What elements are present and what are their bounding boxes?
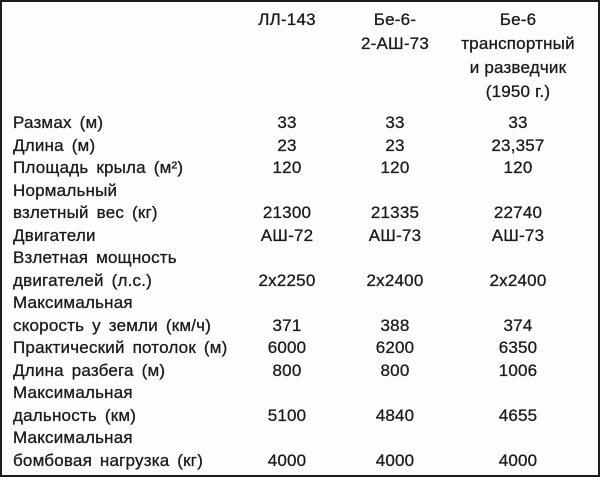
row-label-cell [13,180,232,225]
value-cell: 800 [272,360,302,380]
row-label-cell [13,337,232,360]
row-label-line: Нормальный [13,180,118,200]
column-header-line: Бе-6- [373,10,417,29]
table-header-row [13,8,588,104]
row-label-line: Максимальная [13,293,133,312]
table-row [13,112,588,135]
value-cell: 120 [503,158,533,177]
row-label-line: скорость у земли (км/ч) [13,315,212,335]
value-cell: АШ-73 [368,225,422,245]
value-cell: 388 [380,315,410,335]
header-spacer-cell [13,8,232,104]
value-cell: АШ-73 [491,225,545,245]
value-cell: 2х2250 [258,270,316,290]
value-cell: 4840 [375,405,415,425]
row-label-line: Длина разбега (м) [13,360,166,380]
value-cell: 120 [272,158,302,177]
row-label-line: Взлетная мощность [13,248,177,267]
value-cell: 374 [503,315,533,335]
value-cell: 6200 [375,338,415,357]
value-cell: 33 [508,113,528,132]
table-row [13,157,588,180]
column-header-cell [232,8,342,104]
column-header-cell [448,8,588,104]
row-label-line: Максимальная [13,428,133,447]
table-row [13,135,588,158]
table-row [13,337,588,360]
value-cell: 4000 [267,450,307,470]
row-label-cell [13,247,232,292]
column-header-line: (1950 г.) [485,82,551,101]
column-header-line: ЛЛ-143 [258,10,316,29]
row-label-line: Размах (м) [13,113,104,132]
value-cell: 371 [272,315,302,335]
row-label-cell [13,427,232,472]
value-cell: 5100 [267,405,307,425]
row-label-line: Длина (м) [13,135,96,155]
row-label-line: Практический потолок (м) [13,338,228,357]
row-label-line: Максимальная [13,383,133,402]
value-cell: 23 [277,135,297,155]
value-cell: 23,357 [491,135,545,155]
value-cell: 4000 [375,450,415,470]
column-header-line: 2-АШ-73 [360,34,429,53]
table-row [13,382,588,427]
value-cell: 21300 [262,203,312,222]
value-cell: 6350 [498,338,538,357]
row-label-cell [13,225,232,248]
table-row [13,247,588,292]
column-header-line: Бе-6 [499,10,537,29]
value-cell: 6000 [267,338,307,357]
row-label-cell [13,382,232,427]
row-label-line: взлетный вес (кг) [13,203,158,222]
value-cell: 2х2400 [489,270,547,290]
row-label-cell [13,157,232,180]
table-row [13,225,588,248]
row-label-line: дальность (км) [13,405,137,425]
row-label-cell [13,135,232,158]
value-cell: 23 [385,135,405,155]
value-cell: АШ-72 [260,225,314,245]
table-row [13,360,588,383]
column-header-cell [342,8,448,104]
value-cell: 21335 [370,203,420,222]
table-row [13,427,588,472]
value-cell: 4655 [498,405,538,425]
row-label-cell [13,360,232,383]
value-cell: 33 [385,113,405,132]
row-label-cell [13,292,232,337]
table-body [13,112,588,472]
value-cell: 120 [380,158,410,177]
row-label-line: Двигатели [13,225,96,245]
value-cell: 2х2400 [366,270,424,290]
table-row [13,180,588,225]
row-label-cell [13,112,232,135]
column-header-line: и разведчик [469,58,567,77]
value-cell: 22740 [493,203,543,222]
value-cell: 800 [380,360,410,380]
table-row [13,292,588,337]
row-label-line: двигателей (л.с.) [13,270,153,290]
column-header-line: транспортный [461,34,575,53]
value-cell: 33 [277,113,297,132]
row-label-line: Площадь крыла (м²) [13,158,184,177]
value-cell: 1006 [498,360,538,380]
value-cell: 4000 [498,450,538,470]
row-label-line: бомбовая нагрузка (кг) [13,450,204,470]
